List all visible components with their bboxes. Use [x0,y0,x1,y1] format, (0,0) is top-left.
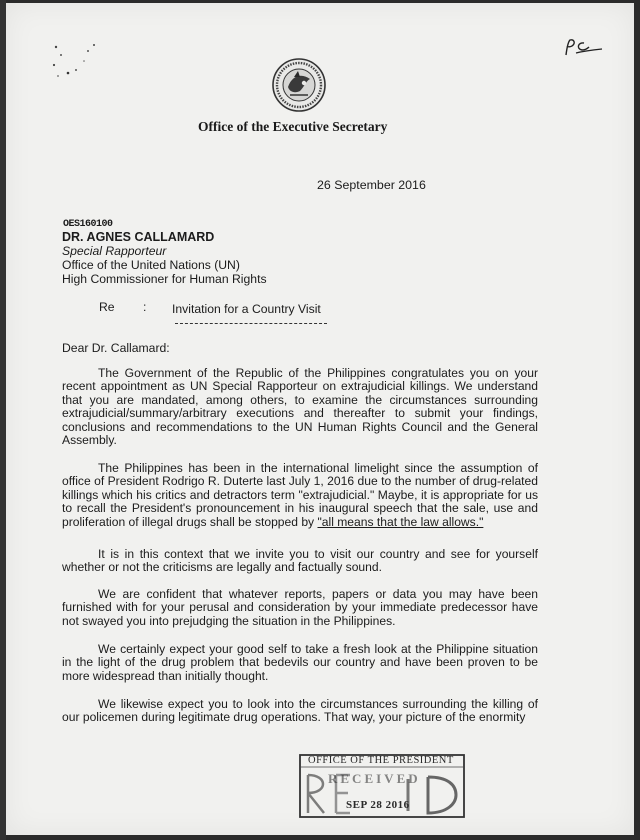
paragraph-1: The Government of the Republic of the Philippines congratulates you on your recent appointment as UN Special Rapporteur on extrajudicial killings. We understand that you are mandated, among others, to examine the circumstances surrounding extrajudicial/summary/arbitrary executions and thereafter to submit your findings, conclusions and recommendations to the UN Human Rights Council and the General Assembly. [62,366,538,448]
subject-text: Invitation for a Country Visit [172,302,321,316]
government-seal-icon [270,57,328,113]
reference-code: OES160100 [63,219,113,230]
stamp-received: RECEIVED [328,771,421,786]
recipient-org-line2: High Commissioner for Human Rights [62,272,267,286]
stamp-date: SEP 28 2016 [346,799,410,811]
stamp-header: OFFICE OF THE PRESIDENT [308,755,454,766]
received-stamp-icon [298,753,474,823]
recipient-org-line1: Office of the United Nations (UN) [62,258,240,272]
recipient-name: DR. AGNES CALLAMARD [62,230,215,244]
handwritten-initials-icon [562,37,604,59]
paragraph-3: It is in this context that we invite you to visit our country and see for yourself whether or not the criticisms are legally and factually sound. [62,547,538,575]
letter-sheet [6,3,634,835]
subject-separator: : [143,300,147,314]
salutation: Dear Dr. Callamard: [62,341,170,355]
scan-specks-icon [46,43,116,88]
paragraph-2 [62,462,538,529]
paragraph-4: We are confident that whatever reports, papers or data you may have been furnished with for your perusal and consideration by your immediate predecessor have not swayed you into prejudging the situation in the Philippines. [62,587,538,628]
paragraph-5: We certainly expect your good self to take a fresh look at the Philippine situation in the light of the drug problem that bedevils our country and have been proven to be more widespread than initially thought. [62,642,538,683]
subject-underline [175,323,327,324]
underlined-quote: "all means that the law allows." [317,514,484,529]
recipient-title: Special Rapporteur [62,244,167,258]
subject-label: Re [99,300,115,314]
paragraph-6: We likewise expect you to look into the circumstances surrounding the killing of our policemen during legitimate drug operations. That way, your picture of the enormity [62,697,538,725]
letterhead-office: Office of the Executive Secretary [198,119,388,134]
paragraph-2-text: The Philippines has been in the international limelight since the assumption of office of President Rodrigo R. Duterte last July 1, 2016 due to the number of drug-related killings which his critics and detractors term "extrajudicial." Maybe, it is appropriate for us to recall the President's pronouncement in his inaugural speech that the sale, use and proliferation of illegal drugs shall be stopped by [62,461,538,529]
letter-date: 26 September 2016 [317,178,426,192]
